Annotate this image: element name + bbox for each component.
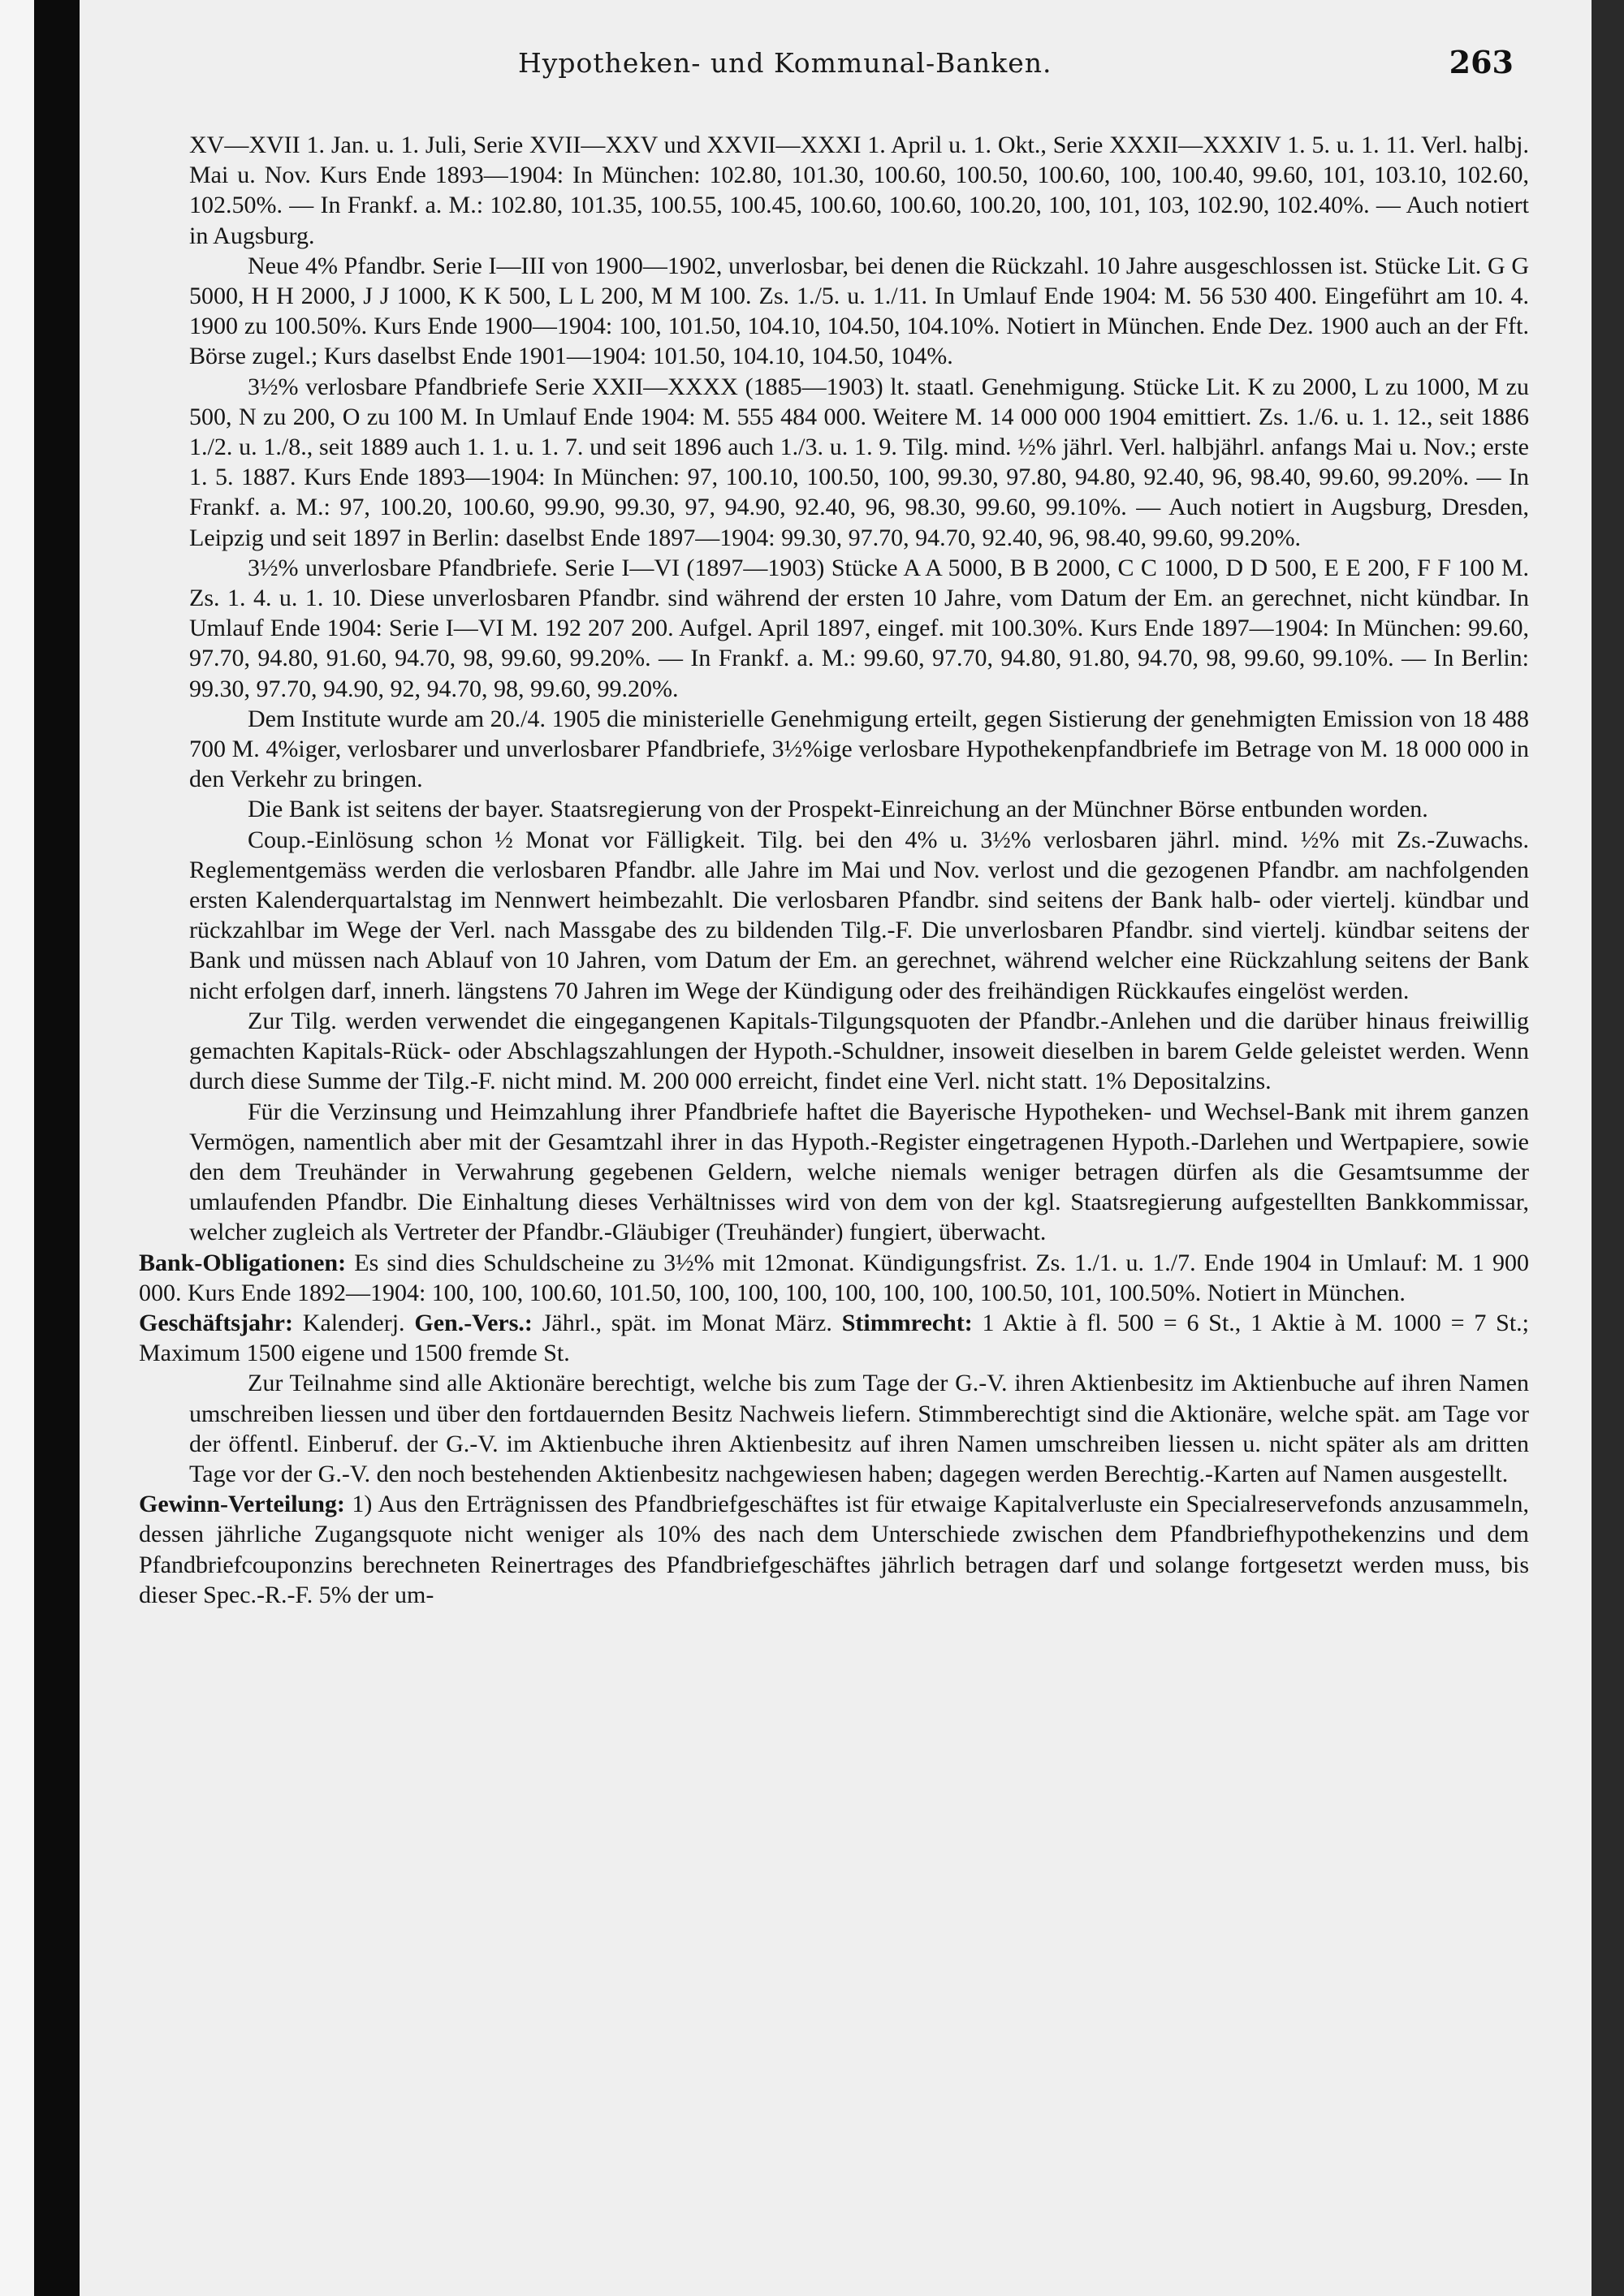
section-text: Jährl., spät. im Monat März. <box>532 1309 842 1336</box>
scan-margin <box>0 0 34 2296</box>
paragraph-2: Neue 4% Pfandbr. Serie I—III von 1900—1902, unverlosbar, bei denen die Rückzahl. 10 Jahre ausgeschlossen ist. Stücke Lit. G G 5000, H H 2000, J J 1000, K K 500, L L 200, M M 100. Zs. 1./5. u. 1./11. In Umlauf Ende 1904: M. 56 530 400. Eingeführt am 10. 4. 1900 zu 100.50%. Kurs Ende 1900—1904: 100, 101.50, 104.10, 104.50, 104.10%. Notiert in München. Ende Dez. 1900 auch an der Fft. Börse zugel.; Kurs daselbst Ende 1901—1904: 101.50, 104.10, 104.50, 104%. <box>189 252 1529 370</box>
section-heading: Geschäftsjahr: <box>139 1309 293 1336</box>
paragraph-8: Zur Tilg. werden verwendet die eingegangenen Kapitals-Tilgungsquoten der Pfandbr.-Anlehen und die darüber hinaus freiwillig gemachten Kapitals-Rück- oder Abschlagszahlungen der Hypoth.-Schuldner, insoweit dieselben in barem Gelde geleistet werden. Wenn durch diese Summe der Tilg.-F. nicht mind. M. 200 000 erreicht, findet eine Verl. nicht statt. 1% Depositalzins. <box>189 1007 1529 1095</box>
section-heading-gen-vers: Gen.-Vers.: <box>414 1309 533 1336</box>
section-text: Kalenderj. <box>292 1309 415 1336</box>
body-text <box>139 130 1529 1610</box>
paragraph-7: Coup.-Einlösung schon ½ Monat vor Fälligkeit. Tilg. bei den 4% u. 3½% verlosbaren jährl. mind. ½% mit Zs.-Zuwachs. Reglementgemäss werden die verlosbaren Pfandbr. alle Jahre im Mai und Nov. verlost und die gezogenen Pfandbr. am nachfolgenden ersten Kalenderquartalstag im Nennwert heimbezahlt. Die verlosbaren Pfandbr. sind seitens der Bank halb- oder viertelj. kündbar und rückzahlbar im Wege der Verl. nach Massgabe des zu bildenden Tilg.-F. Die unverlosbaren Pfandbr. sind viertelj. kündbar seitens der Bank und müssen nach Ablauf von 10 Jahren, vom Datum der Em. an gerechnet, während welcher eine Rückzahlung seitens der Bank nicht erfolgen darf, innerh. längstens 70 Jahren im Wege der Kündigung oder des freihändigen Rückkaufes eingelöst werden. <box>189 826 1529 1004</box>
paragraph-teilnahme: Zur Teilnahme sind alle Aktionäre berechtigt, welche bis zum Tage der G.-V. ihren Aktienbesitz im Aktienbuche auf ihren Namen umschreiben liessen und über den fortdauernden Besitz Nachweis liefern. Stimmberechtigt sind die Aktionäre, welche spät. am Tage vor der öffentl. Einberuf. der G.-V. im Aktienbuche ihren Aktienbesitz auf ihren Namen umschreiben liessen u. nicht später als am dritten Tage vor der G.-V. den noch bestehenden Aktienbesitz nachgewiesen haben; dagegen werden Berechtig.-Karten auf Namen ausgestellt. <box>189 1370 1529 1487</box>
running-head <box>80 44 1592 88</box>
paragraph-6: Die Bank ist seitens der bayer. Staatsregierung von der Prospekt-Einreichung an der Münchner Börse entbunden worden. <box>248 796 1428 823</box>
section-text: 1) Aus den Erträgnissen des Pfandbriefgeschäftes ist für etwaige Kapitalverluste ein Specialreservefonds anzusammeln, dessen jährliche Zugangsquote nicht weniger als 10% des nach dem Unterschiede zwischen dem Pfandbriefhypothekenzins und dem Pfandbriefcouponzins berechneten Reinertrages des Pfandbriefgeschäftes jährlich betragen darf und solange fortgesetzt werden muss, bis dieser Spec.-R.-F. 5% der um- <box>139 1491 1529 1608</box>
document-page <box>80 0 1592 2296</box>
paragraph-5: Dem Institute wurde am 20./4. 1905 die ministerielle Genehmigung erteilt, gegen Sistierung der genehmigten Emission von 18 488 700 M. 4%iger, verlosbarer und unverlosbarer Pfandbriefe, 3½%ige verlosbare Hypothekenpfandbriefe im Betrage von M. 18 000 000 in den Verkehr zu bringen. <box>189 705 1529 793</box>
paragraph-9: Für die Verzinsung und Heimzahlung ihrer Pfandbriefe haftet die Bayerische Hypotheken- und Wechsel-Bank mit ihrem ganzen Vermögen, namentlich aber mit der Gesamtzahl ihrer in das Hypoth.-Register eingetragenen Hypoth.-Darlehen und Wertpapiere, sowie den dem Treuhänder in Verwahrung gegebenen Geldern, welche niemals weniger betragen dürfen als die Gesamtsumme der umlaufenden Pfandbr. Die Einhaltung dieses Verhältnisses wird von dem von der kgl. Staatsregierung aufgestellten Bankkommissar, welcher zugleich als Vertreter der Pfandbr.-Gläubiger (Treuhänder) fungiert, überwacht. <box>189 1098 1529 1246</box>
section-text: Es sind dies Schuldscheine zu 3½% mit 12monat. Kündigungsfrist. Zs. 1./1. u. 1./7. Ende 1904 in Umlauf: M. 1 900 000. Kurs Ende 1892—1904: 100, 100, 100.60, 101.50, 100, 100, 100, 100, 100, 100, 100.50, 101, 100.50%. Notiert in München. <box>139 1249 1529 1306</box>
scan-edge-shadow <box>1592 0 1624 2296</box>
section-bank-obligationen <box>139 1248 1529 1308</box>
paragraph-3: 3½% verlosbare Pfandbriefe Serie XXII—XXXX (1885—1903) lt. staatl. Genehmigung. Stücke Lit. K zu 2000, L zu 1000, M zu 500, N zu 200, O zu 100 M. In Umlauf Ende 1904: M. 555 484 000. Weitere M. 14 000 000 1904 emittiert. Zs. 1./6. u. 1. 12., seit 1886 1./2. u. 1./8., seit 1889 auch 1. 1. u. 1. 7. und seit 1896 auch 1./3. u. 1. 9. Tilg. mind. ½% jährl. Verl. halbjährl. anfangs Mai u. Nov.; erste 1. 5. 1887. Kurs Ende 1893—1904: In München: 97, 100.10, 100.50, 100, 99.30, 97.80, 94.80, 92.40, 96, 98.40, 99.60, 99.20%. — In Frankf. a. M.: 97, 100.20, 100.60, 99.90, 99.30, 97, 94.90, 92.40, 96, 98.30, 99.60, 99.10%. — Auch notiert in Augsburg, Dresden, Leipzig und seit 1897 in Berlin: daselbst Ende 1897—1904: 99.30, 97.70, 94.70, 92.40, 96, 98.40, 99.60, 99.20%. <box>189 373 1529 551</box>
section-heading: Bank-Obligationen: <box>139 1249 347 1276</box>
paragraph-4: 3½% unverlosbare Pfandbriefe. Serie I—VI (1897—1903) Stücke A A 5000, B B 2000, C C 1000, D D 500, E E 200, F F 100 M. Zs. 1. 4. u. 1. 10. Diese unverlosbaren Pfandbr. sind während der ersten 10 Jahre, vom Datum der Em. an gerechnet, nicht kündbar. In Umlauf Ende 1904: Serie I—VI M. 192 207 200. Aufgel. April 1897, eingef. mit 100.30%. Kurs Ende 1897—1904: In München: 99.60, 97.70, 94.80, 91.60, 94.70, 98, 99.60, 99.20%. — In Frankf. a. M.: 99.60, 97.70, 94.80, 91.80, 94.70, 98, 99.60, 99.10%. — In Berlin: 99.30, 97.70, 94.90, 92, 94.70, 98, 99.60, 99.20%. <box>189 554 1529 702</box>
page-number: 263 <box>1449 44 1514 80</box>
section-heading: Gewinn-Verteilung: <box>139 1491 345 1518</box>
section-geschaeftsjahr <box>139 1308 1529 1368</box>
scan-gutter-shadow <box>34 0 80 2296</box>
section-heading-stimmrecht: Stimmrecht: <box>841 1309 973 1336</box>
running-head-title: Hypotheken- und Kommunal-Banken. <box>518 47 1052 79</box>
section-gewinn-verteilung <box>139 1489 1529 1610</box>
section-text: 1 Aktie à fl. 500 = 6 St., 1 Aktie à M. 1000 = 7 St.; Maximum 1500 eigene und 1500 fremde St. <box>139 1309 1529 1367</box>
paragraph-1: XV—XVII 1. Jan. u. 1. Juli, Serie XVII—XXV und XXVII—XXXI 1. April u. 1. Okt., Serie XXXII—XXXIV 1. 5. u. 1. 11. Verl. halbj. Mai u. Nov. Kurs Ende 1893—1904: In München: 102.80, 101.30, 100.60, 100.50, 100.60, 100, 100.40, 99.60, 101, 103.10, 102.60, 102.50%. — In Frankf. a. M.: 102.80, 101.35, 100.55, 100.45, 100.60, 100.60, 100.20, 100, 101, 103, 102.90, 102.40%. — Auch notiert in Augsburg. <box>189 132 1529 249</box>
